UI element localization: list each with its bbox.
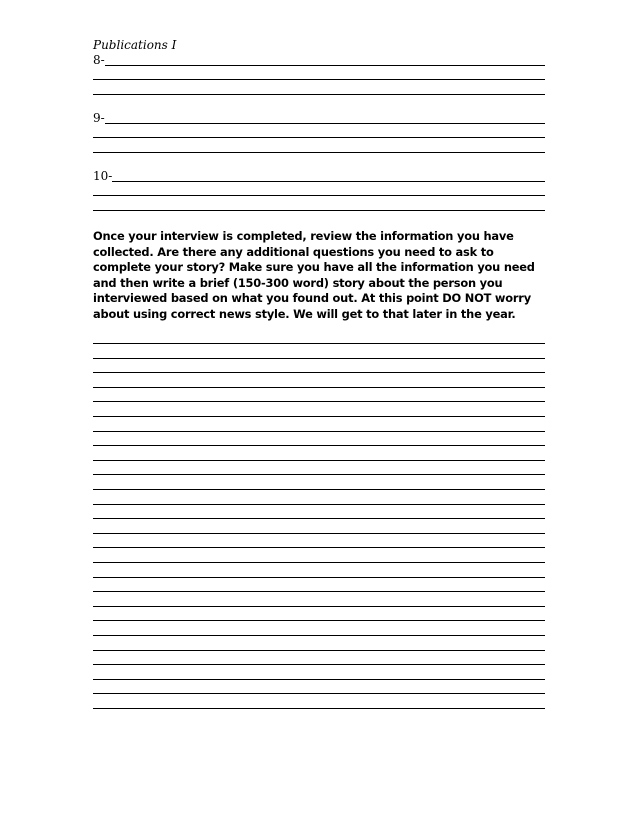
story-writing-line[interactable] (93, 577, 545, 578)
story-writing-line[interactable] (93, 650, 545, 651)
story-writing-line[interactable] (93, 401, 545, 402)
course-title: Publications I (93, 38, 177, 52)
story-writing-line[interactable] (93, 708, 545, 709)
story-writing-line[interactable] (93, 664, 545, 665)
question-9-number: 9- (93, 111, 105, 125)
story-writing-line[interactable] (93, 562, 545, 563)
story-writing-line[interactable] (93, 533, 545, 534)
story-writing-line[interactable] (93, 372, 545, 373)
question-8-answer-blank[interactable] (105, 64, 545, 66)
story-writing-line[interactable] (93, 445, 545, 446)
question-8-row (93, 52, 545, 68)
story-writing-line[interactable] (93, 474, 545, 475)
question-10-number: 10- (93, 169, 113, 183)
story-writing-line[interactable] (93, 547, 545, 548)
question-9-answer-line-2[interactable] (93, 137, 545, 138)
question-10-answer-blank[interactable] (112, 180, 545, 182)
question-8-number: 8- (93, 53, 105, 67)
question-8-answer-line-3[interactable] (93, 94, 545, 95)
story-writing-line[interactable] (93, 416, 545, 417)
story-writing-line[interactable] (93, 635, 545, 636)
question-9-row (93, 110, 545, 126)
story-writing-line[interactable] (93, 679, 545, 680)
story-writing-line[interactable] (93, 591, 545, 592)
story-writing-line[interactable] (93, 606, 545, 607)
question-9-answer-blank[interactable] (105, 122, 545, 124)
story-writing-line[interactable] (93, 460, 545, 461)
story-writing-line[interactable] (93, 504, 545, 505)
story-writing-line[interactable] (93, 518, 545, 519)
question-9-answer-line-3[interactable] (93, 152, 545, 153)
story-writing-line[interactable] (93, 343, 545, 344)
story-instructions: Once your interview is completed, review the information you have collected. Are there any additional questions you need to ask to complete your story? Make sure you have all the information you need and then write a brief (150-300 word) story about the person you interviewed based on what you found out. At this point DO NOT worry about using correct news style. We will get to that later in the year. (93, 229, 535, 321)
story-writing-line[interactable] (93, 620, 545, 621)
question-8-answer-line-2[interactable] (93, 79, 545, 80)
question-10-row (93, 168, 545, 184)
story-writing-line[interactable] (93, 387, 545, 388)
story-writing-line[interactable] (93, 489, 545, 490)
question-10-answer-line-3[interactable] (93, 210, 545, 211)
question-10-answer-line-2[interactable] (93, 195, 545, 196)
story-writing-line[interactable] (93, 693, 545, 694)
story-writing-line[interactable] (93, 358, 545, 359)
story-writing-line[interactable] (93, 431, 545, 432)
